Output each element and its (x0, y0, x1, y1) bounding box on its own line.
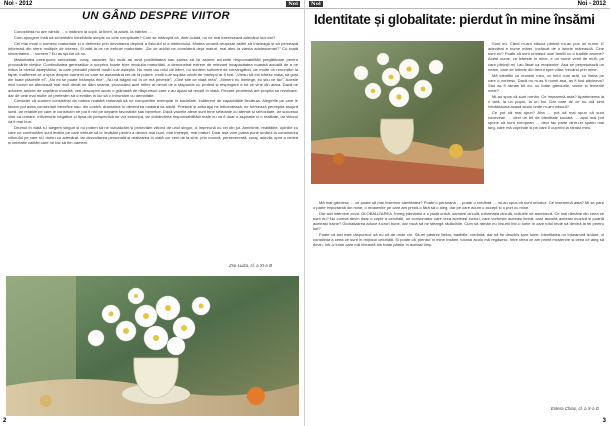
author-signature: Estera Chiaș, cl. a X-a D (550, 406, 599, 411)
issue-label: Noi - 2012 (577, 1, 606, 7)
left-page-header (0, 0, 304, 9)
article-title: Identitate și globalitate: pierdut în mine însămi (314, 12, 595, 27)
left-page (0, 0, 305, 426)
paragraph: Sunt eu. Când m-am născut părinții mi-au pus un nume. E adevărat e nume mărei, înzărcat de o istorie mărească. Cine sunt eu? Poate că sunt urmașul unei familii cu o tradiție anume? Acest nume, ce trăiește în mine, e un nume venit de mult, pe care părinții mi l-au lăsat ca moștenire. Așa se perpetuează un neam, care se întinde din trecut spre viitor, trecând prin mine. (488, 41, 604, 72)
paragraph: Cum ajungem însă să schimbăm întrebările simple cu cele complicate? Cum se întâmplă că, dintr-odată, nu ne mai interesează adevărul lucrului? (14, 34, 276, 40)
article-body (8, 29, 298, 146)
paragraph: Maturitatea presupune seriozitate, curaj, caracter. Nu multi au avut posibilitatea sau șansa să își asume anumite responsabilități pregătitoare pentru provocările vieților. Continuitatea generațiilor a surprins foarte bine involuția maturității, a demonstrat extrem de relevant incapacitatea noastră actuală de a ne ridica la nivelul așteptărilor, la care probabil părinții noștri s-ar aștepta. Nu mulți iau rolul de lideri, nu suntem suficient de convingători, de multe ori renunțăm la fapte. Indiferent ce a spus despre oamenii cu care se aseamănă cei de la putere, mulți s-ar supăra oricât de înțelepți ar fi fost. „Vreau să îmi trăiesc viața, să gust din toate plăcerile ei”, „Nu mi se poate întâmpla mie”, „Nu vă băgați voi în ce mă privește”, „Cine știe ce viață mea”, „Nimeni nu înțelege, eu știu ce fac”. Aceste mici lucruri ne afectează mai mult decât ne dăm seama, provocând acel reflex al nevoii de a răspunde cu protest și respingere a tot ce vine din afara. Dacă ne aducem aminte de copilăria noastră, veți descoperi acolo o grămadă de răspunsuri care v-au ajutat să reușiți în viață. Fiecare problemă are propria sa rezolvare, dar de cele mai multe ori preferăm să o evităm în loc să o înfruntăm cu demnitate. (8, 56, 298, 98)
page-number: 2 (3, 418, 7, 424)
paragraph: Mi-au spus că sunt român. Ce înseamnă asta? Apartenența la o țară, la un popor, la un loc. Dar oare de ce nu mă simt întotdeauna acasă acolo unde m-am născut? (488, 93, 604, 110)
paragraph: Mă mai gândesc … ce poate să mai însemne identitatea? Poate o persoană … poate o credință … mi-au spus că sunt ortodox. Ce înseamnă asta? Mi se pare o parte importantă din mine, o moștenire pe care am primit-o fără să o aleg, dar pe care acum o accept și o port cu mine. (313, 200, 604, 211)
flower-painting-image (6, 276, 299, 416)
flower-painting-image (311, 41, 484, 184)
paragraph: Drumul în viață n-l alegem singuri și nu putem să ne vizualizăm și proiectăm viitorul de unul singur, ci împreună cu cei din jur. Amintirile, realitățile, opiniile cu care ne confruntăm sunt lecțiile pe care trebuie să le învățăm pentru a deveni mai buni, mai înțelepți, mai maturi. Doar așa vom putea pune umărul la construirea viitorului pe care ni-l dorim cu adevărat, iar dezvoltarea personală și realizarea în viață vor veni de la sine, prin muncă, perseverență, curaj, adevăr, spre a vedea și celelalte calități care ne fac să fim oameni. (8, 124, 298, 146)
author-signature: Zso Luiza, cl. a XI-a B (229, 263, 272, 268)
paragraph: Poate că aici este răspunsul: să nu uit de unde vin. Să-mi păstrez limba, tradițiile, credința, dar să fiu deschis spre lume. Identitatea nu înseamnă izolare, ci conștiința a ceea ce sunt în mijlocul celorlalți. Și poate că, pierdut în mine însămi, tocmai acolo mă regăsesc, între ceea ce am primit moștenire și ceea ce aleg să devin, într-o lume care mă cheamă din toate părțile în același timp. (313, 232, 604, 248)
right-page-header (305, 0, 610, 9)
paragraph: Consider că suntem constrânși de natura noastră rațională să ne comportăm exemplar în societate, indiferent de capacitățile fiecăruia. Alegerile pe care le facem pot avea consecințe benefice sau, din contră, dramatice în devenirea noastră ca adulți. Prietenii și anturajul ne influențează, ne formează percepția asupra lumii, iar relațiile pe care le construim ne pot fi nici pe departe favorabile sau benefice. Dacă valorile alese sunt bine selectate cu atenție și seriozitate, iar succesul vine ca urmare, influențele negative și lipsa de perspectivă se vor estompa, iar dobândirea responsabilității reale nu va fi doar o aspirație ci o realitate, iar viitorul va fi mai bun. (8, 98, 298, 125)
article-body (313, 200, 604, 248)
page-number: 3 (602, 418, 606, 424)
paragraph: Cei mai mulți o numesc maturitate și o definesc prin devoltarea deplină a fizicului și a intelectului. Mintea umană reușește astfel să înțeleagă și să perceapă informații din sfere multiple de interes. Și atât la ce ne trebuie maturitate: „De ce adulții ne consideră deja maturi, mai ales la vârsta adolescenței?” Cu toată sinceritatea … suntem? Eu aș spune că nu. (8, 40, 298, 56)
article-column (488, 41, 604, 131)
masthead-logo: Noi (311, 1, 321, 7)
paragraph: Mă identific cu numele meu, cu felul cum arăt, cu limba pe care o vorbesc. Dacă nu m-aș fi numit așa, aș fi fost altcineva? Sau aș fi rămas tot eu, cu toate gândurile, visele și temerile mele? (488, 72, 604, 93)
paragraph: Dar aici intervine ceva. GLOBALIZAREA. Întreg pământul e o piață unică, oamenii circulă, informația circulă, culturile se amestecă. Ce mai rămâne din ceea ce sunt eu? Nu cumva devin doar o copie a celorlalți, un consumator care vrea aceleași lucruri, care vorbește aceeași limbă, care ascultă aceeași muzică și poartă aceleași haine? Globalizarea aduce lucruri bune, dar riscă să ne șteargă rădăcinile. Cum să rămân eu însumi într-o lume în care totul tinde să devină la fel pentru toți? (313, 210, 604, 232)
issue-label: Noi - 2012 (4, 1, 33, 7)
masthead-logo: Noi (288, 1, 298, 7)
right-page (305, 0, 610, 426)
paragraph: Ce pot să mai spun? Aha … pot să mai spun că sunt sucevean … deci un fel de identitate socială … apoi mai pot spune că sunt european … deci fac parte dintr-un spațiu mai larg, care mă cuprinde și pe care îl cuprind la rândul meu. (488, 109, 604, 131)
paragraph: Cunoștiința nu are vârstă … o întâlnim la copii, la tineri, la adulți, la bătrâni .... (14, 29, 153, 34)
article-title: UN GÂND DESPRE VIITOR (82, 10, 230, 22)
